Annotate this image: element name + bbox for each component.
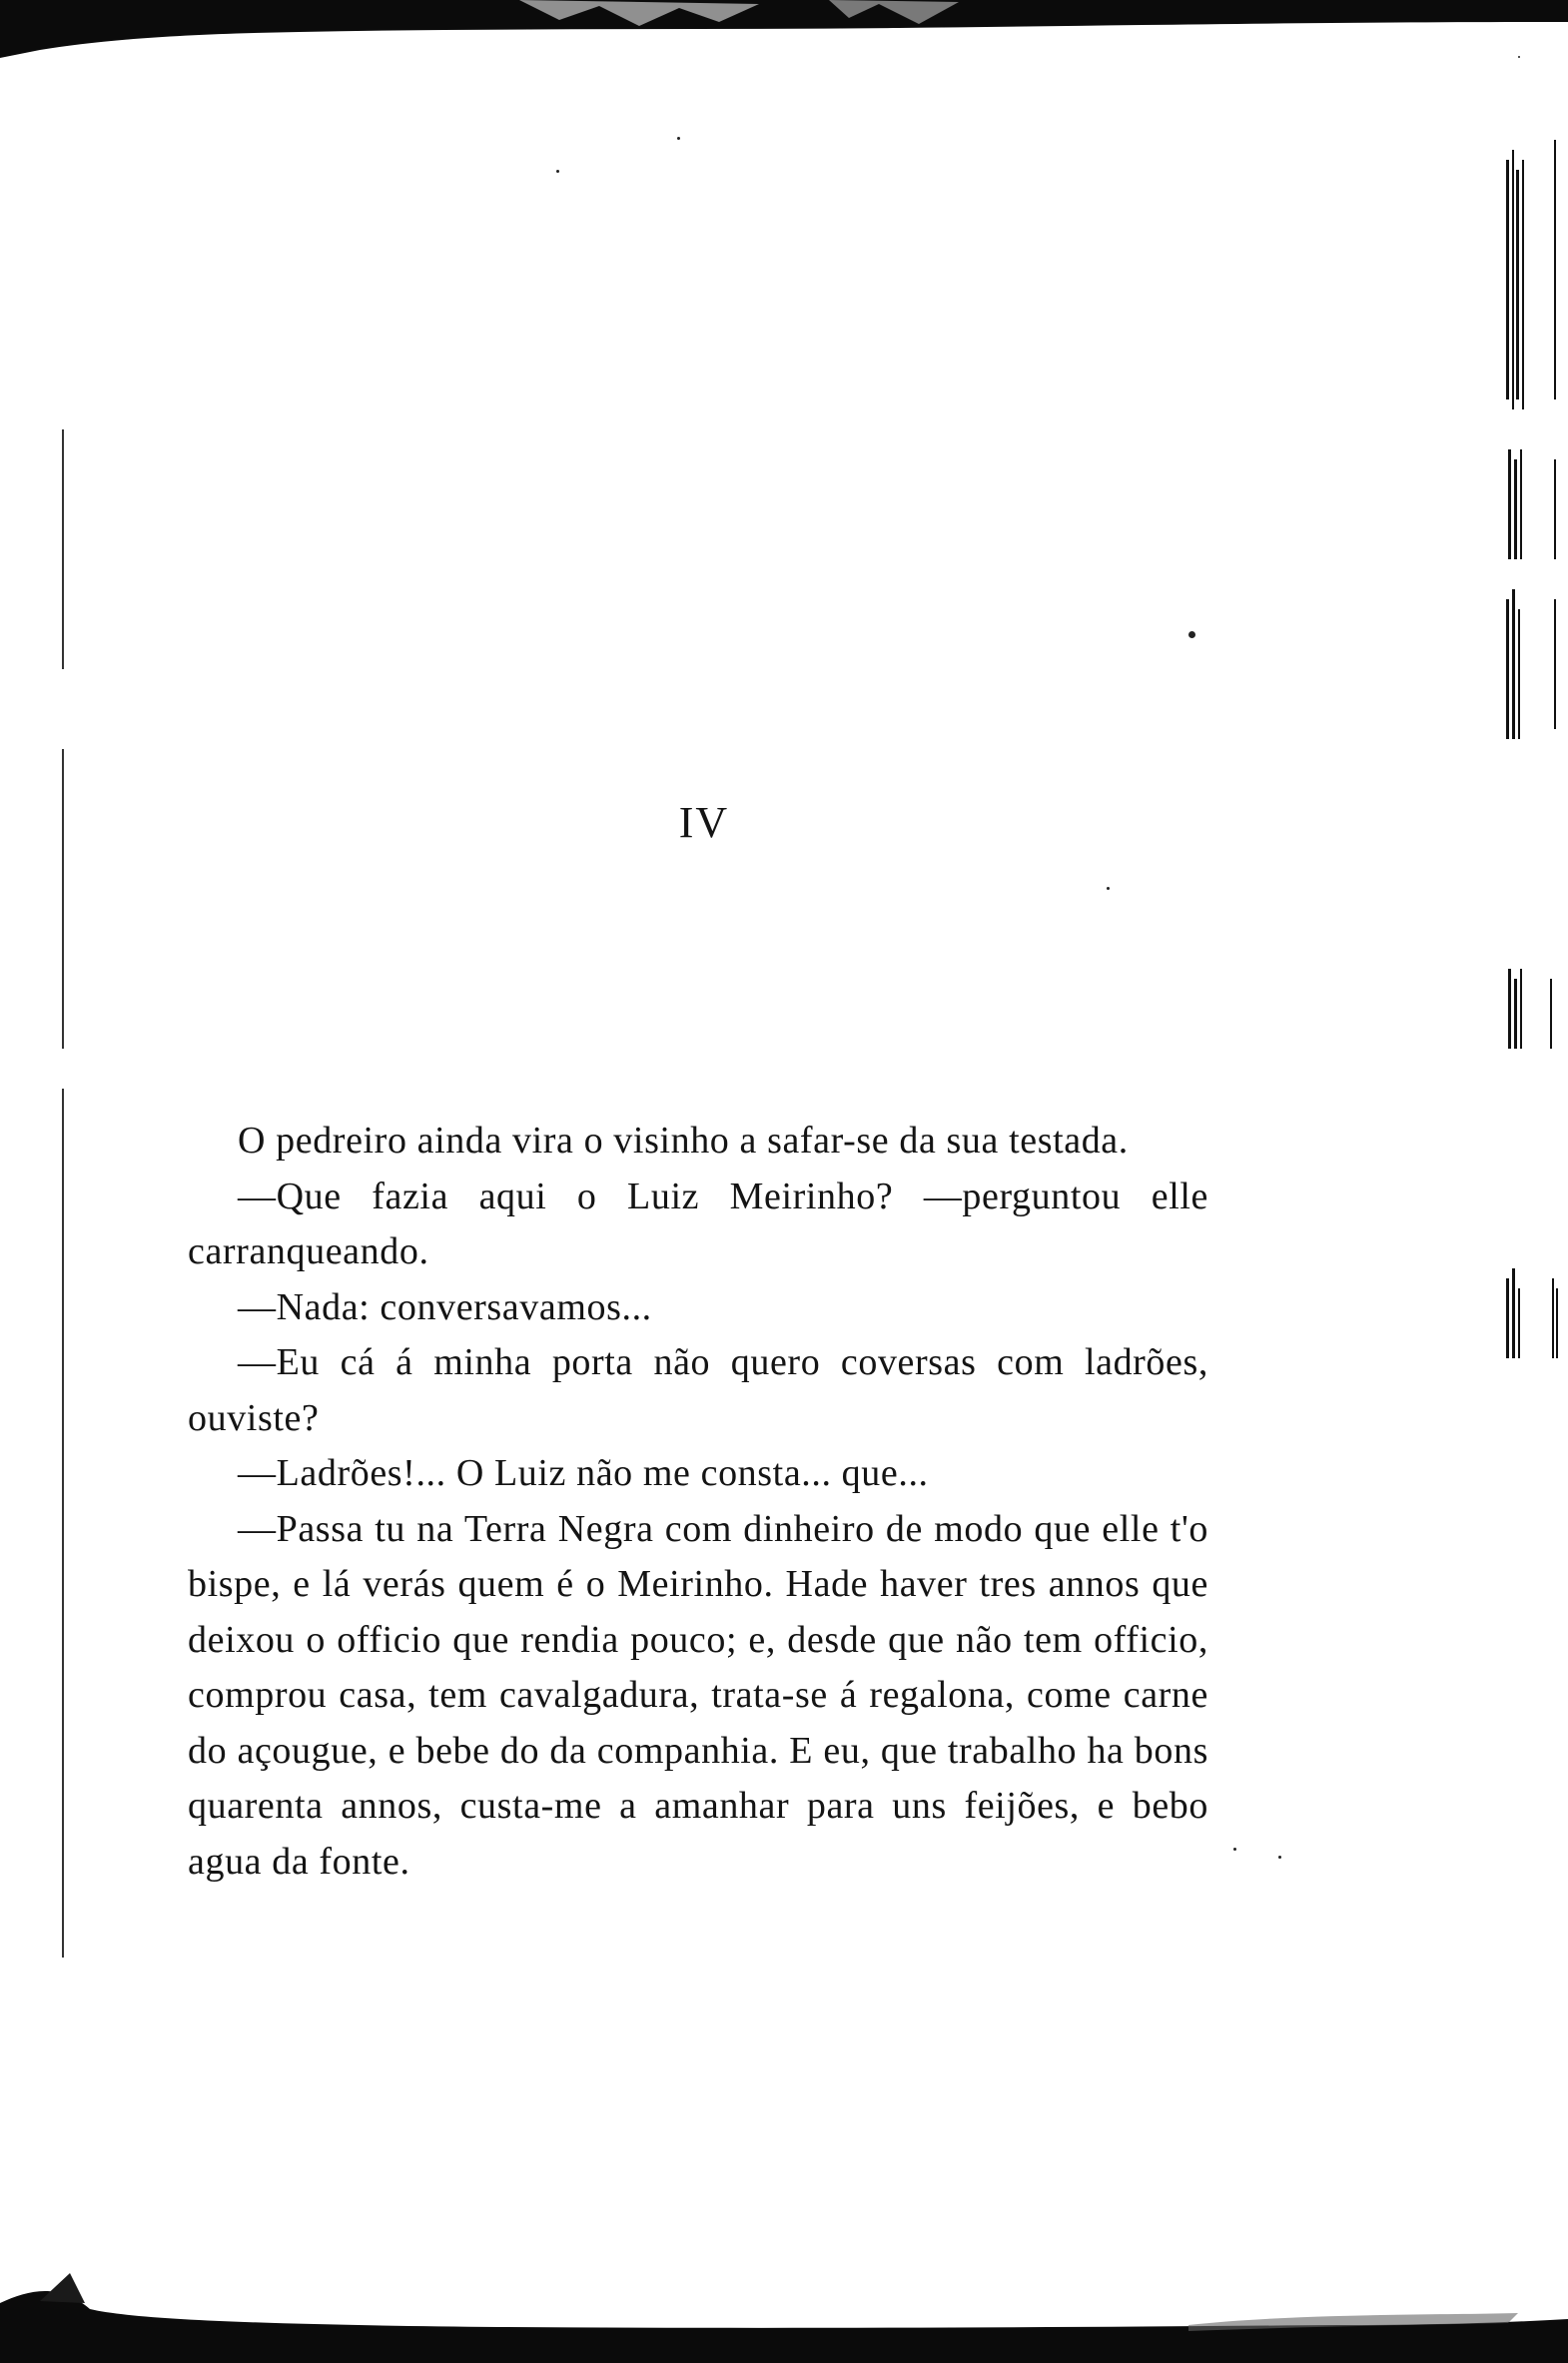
scan-speck (1188, 631, 1195, 638)
chapter-heading: IV (678, 798, 730, 847)
paragraph: —Passa tu na Terra Negra com dinheiro de modo que elle t'o bispe, e lá verás quem é o Meirinho. Hade haver tres annos que deixou o officio que rendia pouco; e, desde que não tem officio, comprou casa, tem cavalgadura, trata-se á regalona, come carne do açougue, e bebe do da companhia. E eu, que trabalho ha bons quarenta annos, custa-me a amanhar para uns feijões, e bebo agua da fonte. (188, 1507, 1208, 1883)
paragraph: —Eu cá á minha porta não quero coversas com ladrões, ouviste? (188, 1341, 1208, 1439)
scan-speck (1278, 1856, 1281, 1859)
paragraph: —Ladrões!... O Luiz não me consta... que... (238, 1452, 929, 1494)
left-margin-line (62, 749, 64, 1049)
scan-speck (556, 170, 559, 173)
paragraph: —Que fazia aqui o Luiz Meirinho? —perguntou elle carranqueando. (188, 1175, 1208, 1272)
scan-bottom-edge (0, 2253, 1568, 2363)
binding-marks (1488, 130, 1568, 1368)
body-text (188, 1114, 1208, 1890)
left-margin-line (62, 1089, 64, 1958)
scan-top-edge (0, 0, 1568, 58)
paragraph: O pedreiro ainda vira o visinho a safar-se da sua testada. (238, 1120, 1129, 1162)
left-margin-line (62, 429, 64, 669)
paragraph: —Nada: conversavamos... (238, 1285, 652, 1328)
scan-speck (1107, 887, 1110, 890)
scan-speck (1233, 1848, 1236, 1851)
scan-speck (677, 137, 680, 140)
